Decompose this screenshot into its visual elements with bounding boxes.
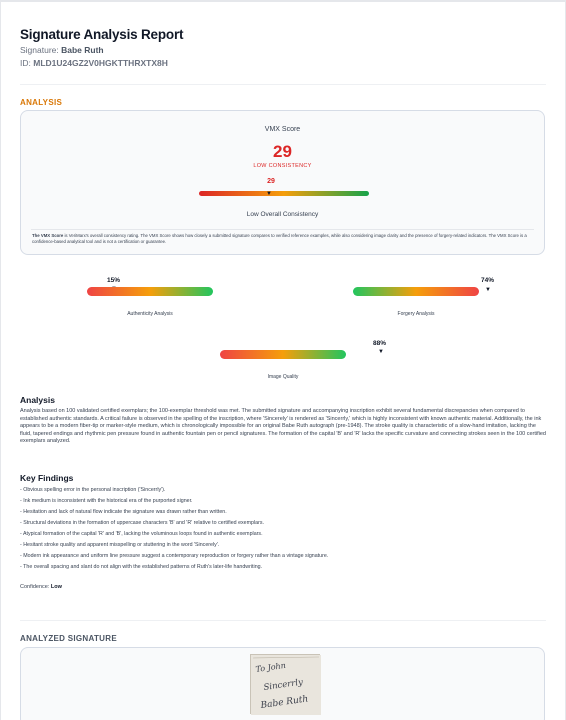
vmx-label: VMX Score [264,126,301,133]
signature-name: Babe Ruth [61,45,104,55]
forgery-bar [353,287,479,296]
key-findings-heading: Key Findings [20,473,74,483]
vmx-score-card [20,110,545,255]
vmx-note [32,233,534,245]
list-item: - Hesitant stroke quality and apparent misspelling or stuttering in the word 'Sincerely'. [20,542,220,548]
vmx-overall-label: Low Overall Consistency [246,211,319,218]
authenticity-label: Authenticity Analysis [127,311,173,317]
top-divider [1,0,566,2]
list-item: - Modern ink appearance and uniform line pressure suggest a contemporary reproduction or forgery rather than a vintage signature. [20,553,329,559]
vmx-note-bold: The VMX Score [32,233,64,238]
analysis-heading: Analysis [20,395,55,405]
analyzed-signature-card [20,647,545,720]
vmx-divider [31,229,534,230]
forgery-value: 74% [481,277,495,284]
id-line [20,58,168,68]
vmx-note-text: is VeriMarx's overall consistency rating. The VMX Score shows how closely a submitted signature compares to verified reference examples, while also considering image clarity and the presence of forgery-related indicators. The VMX Score is a confidence-based analytical tool and is not a certification or guarantee. [32,233,527,244]
authenticity-bar [87,287,213,296]
vmx-score-value: 29 [273,142,292,161]
list-item: - Atypical formation of the capital 'R' and 'B', lacking the voluminous loops found in authentic exemplars. [20,531,263,537]
list-item: - Obvious spelling error in the personal inscription ('Sincerrly'). [20,487,166,493]
page-title: Signature Analysis Report [20,27,184,42]
forgery-label: Forgery Analysis [397,311,435,317]
handwriting-line-1: To John [255,660,287,674]
key-findings-list [20,488,548,576]
vmx-consistency-label: LOW CONSISTENCY [253,163,312,169]
image-quality-bar [220,350,346,359]
analysis-body: Analysis based on 100 validated certified exemplars; the 100-exemplar threshold was met. The submitted signature and accompanying inscription exhibit several fundamental discrepancies when compared to established authentic standards. A critical failure is observed in the spelling of the inscription, where 'Sincerely' is rendered as 'Sincerrly,' which is highly inconsistent with known authentic material. Additionally, the ink appears to be a modern fiber-tip or marker-style medium, which is chronologically impossible for an original Babe Ruth autograph (pre-1948). The stroke quality is characteristic of a slow-hand imitation, lacking the fluid, tapered endings and rhythmic pen pressure found in authentic fountain pen or pencil signatures. The formation of the capital 'B' and 'R' lacks the specific curvature and connecting strokes seen in the 100 certified exemplars analyzed. [20,408,546,445]
confidence-line [20,584,62,590]
confidence-value: Low [50,584,62,590]
vmx-marker-value: 29 [267,178,275,185]
image-quality-value: 88% [373,340,387,347]
handwriting-line-3: Babe Ruth [260,694,309,711]
forgery-marker-icon: ▼ [485,287,491,293]
signature-handwriting [251,655,321,715]
list-item: - Structural deviations in the formation of uppercase characters 'B' and 'R' relative to certified exemplars. [20,520,264,526]
id-value: MLD1U24GZ2V0HGKTTHRXTX8H [33,58,168,68]
confidence-label: Confidence: [20,584,50,590]
id-label: ID: [20,58,31,68]
header-divider [20,84,546,85]
list-item: - Ink medium is inconsistent with the historical era of the purported signer. [20,498,193,504]
vmx-marker-triangle-icon: ▼ [266,191,272,197]
signature-line [20,45,104,55]
handwriting-line-2: Sincerrly [263,677,304,693]
analysis-section-heading: ANALYSIS [20,98,63,107]
signature-image [250,654,320,714]
analyzed-signature-heading: ANALYZED SIGNATURE [20,634,117,643]
image-quality-marker-icon: ▼ [378,349,384,355]
image-quality-label: Image Quality [267,374,299,380]
vmx-gradient-bar [199,191,369,196]
authenticity-value: 15% [107,277,121,284]
section-divider [20,620,546,621]
signature-label: Signature: [20,45,59,55]
list-item: - Hesitation and lack of natural flow indicate the signature was drawn rather than written. [20,509,227,515]
list-item: - The overall spacing and slant do not align with the established patterns of Ruth's later-life handwriting. [20,564,263,570]
